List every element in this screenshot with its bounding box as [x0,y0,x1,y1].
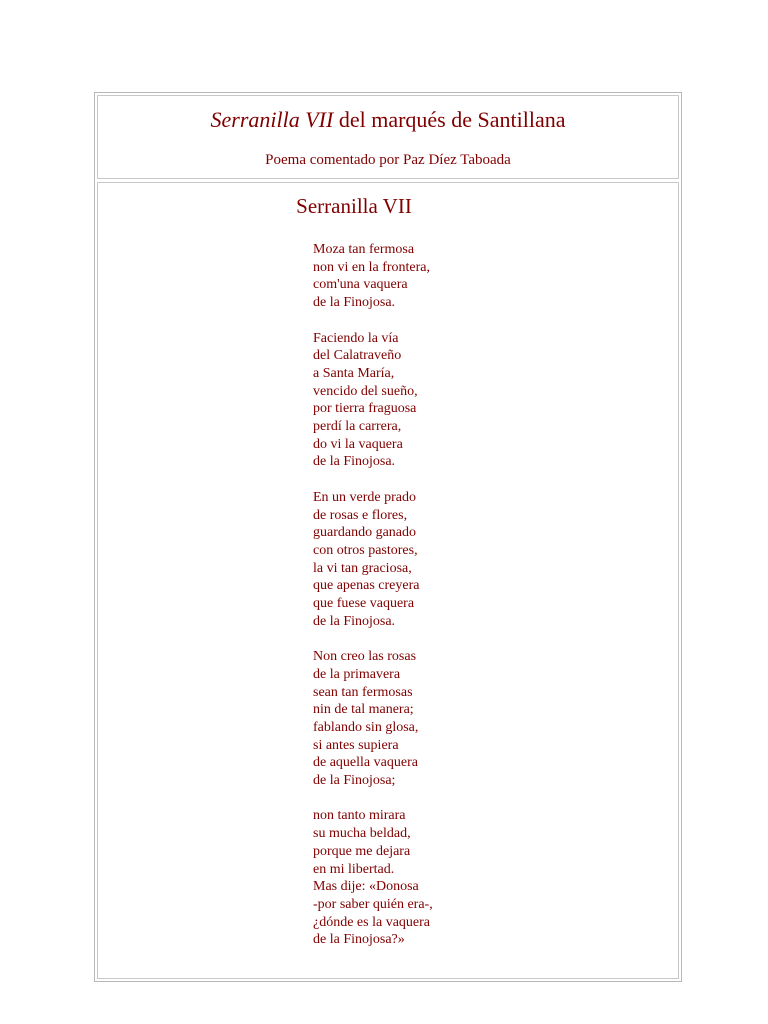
poem-line: Non creo las rosas [313,649,417,665]
poem-stanza [313,648,433,790]
content-table [94,92,682,982]
page-subtitle: Poema comentado por Paz Díez Taboada [265,152,511,168]
poem-line: Mas dije: «Donosa [313,879,419,895]
poem-line: de rosas e flores, [313,507,408,523]
poem-line: de aquella vaquera [313,755,418,771]
poem-stanza [313,807,433,949]
poem-line: -por saber quién era-, [313,896,433,912]
header-cell [97,95,679,179]
poem-text [313,241,433,967]
poem-line: Faciendo la vía [313,330,399,346]
poem-line: de la Finojosa. [313,295,396,311]
poem-line: la vi tan graciosa, [313,560,412,576]
poem-line: de la Finojosa. [313,454,396,470]
poem-line: a Santa María, [313,365,395,381]
poem-line: sean tan fermosas [313,684,413,700]
poem-line: guardando ganado [313,525,417,541]
poem-line: que apenas creyera [313,578,420,594]
poem-line: Moza tan fermosa [313,242,415,257]
poem-line: de la Finojosa. [313,613,396,629]
poem-line: en mi libertad. [313,861,395,877]
poem-line: En un verde prado [313,489,417,505]
poem-line: de la Finojosa; [313,773,396,789]
poem-stanza [313,330,433,472]
poem-line: por tierra fraguosa [313,401,417,417]
poem-line: si antes supiera [313,737,399,753]
poem-line: de la Finojosa?» [313,932,405,948]
poem-line: com'una vaquera [313,277,408,293]
page-title [98,107,678,133]
poem-line: fablando sin glosa, [313,719,419,735]
poem-line: non tanto mirara [313,808,406,824]
poem-line: ¿dónde es la vaquera [313,914,430,930]
poem-stanza [313,489,433,631]
poem-line: nin de tal manera; [313,702,414,718]
poem-line: del Calatraveño [313,348,402,364]
poem-stanza [313,241,433,312]
poem-title: Serranilla VII [296,194,412,218]
poem-line: non vi en la frontera, [313,259,431,275]
page-title-italic: Serranilla VII [210,107,334,132]
page-title-rest: del marqués de Santillana [333,107,566,132]
poem-line: de la primavera [313,666,401,682]
poem-line: perdí la carrera, [313,419,402,435]
poem-line: que fuese vaquera [313,596,415,612]
poem-line: vencido del sueño, [313,383,418,399]
poem-line: do vi la vaquera [313,436,403,452]
poem-line: porque me dejara [313,843,411,859]
poem-line: con otros pastores, [313,542,418,558]
poem-line: su mucha beldad, [313,826,411,842]
